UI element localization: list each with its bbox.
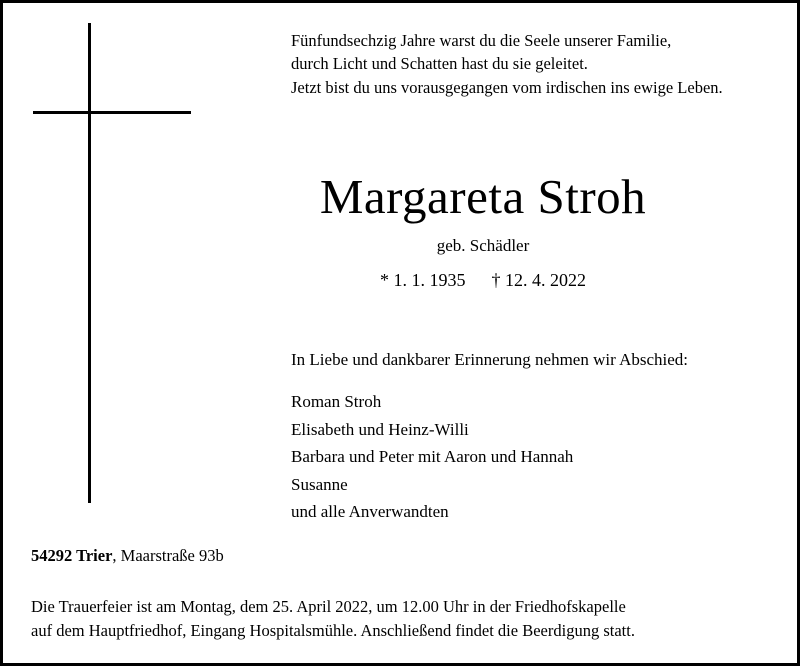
death-date: † 12. 4. 2022	[491, 270, 586, 291]
service-line-1: Die Trauerfeier ist am Montag, dem 25. April 2022, um 12.00 Uhr in der Friedhofskapelle	[31, 597, 626, 616]
list-item: und alle Anverwandten	[291, 502, 449, 522]
verse-line-3: Jetzt bist du uns vorausgegangen vom irdischen ins ewige Leben.	[291, 77, 723, 97]
service-line-2: auf dem Hauptfriedhof, Eingang Hospitalsmühle. Anschließend findet die Beerdigung statt.	[31, 620, 635, 640]
deceased-dates	[193, 270, 773, 291]
survivors-list	[291, 388, 791, 526]
cross-horizontal-bar	[33, 111, 191, 114]
deceased-block	[193, 171, 773, 291]
cross-vertical-bar	[88, 23, 91, 503]
memorial-verse	[291, 29, 791, 99]
address-street: , Maarstraße 93b	[112, 546, 224, 565]
address-city: 54292 Trier	[31, 546, 113, 565]
funeral-service-info	[31, 595, 781, 643]
deceased-name: Margareta Stroh	[319, 169, 647, 224]
deceased-maiden-name: geb. Schädler	[436, 236, 530, 256]
verse-line-1: Fünfundsechzig Jahre warst du die Seele unserer Familie,	[291, 31, 672, 50]
list-item: Elisabeth und Heinz-Willi	[291, 419, 469, 439]
list-item: Barbara und Peter mit Aaron und Hannah	[291, 447, 574, 467]
cross-icon	[33, 23, 193, 503]
list-item: Roman Stroh	[291, 392, 382, 411]
verse-line-2: durch Licht und Schatten hast du sie geleitet.	[291, 54, 588, 74]
address-line	[31, 546, 224, 566]
farewell-intro: In Liebe und dankbarer Erinnerung nehmen wir Abschied:	[291, 350, 689, 369]
list-item: Susanne	[291, 474, 348, 494]
birth-date: * 1. 1. 1935	[380, 270, 466, 291]
